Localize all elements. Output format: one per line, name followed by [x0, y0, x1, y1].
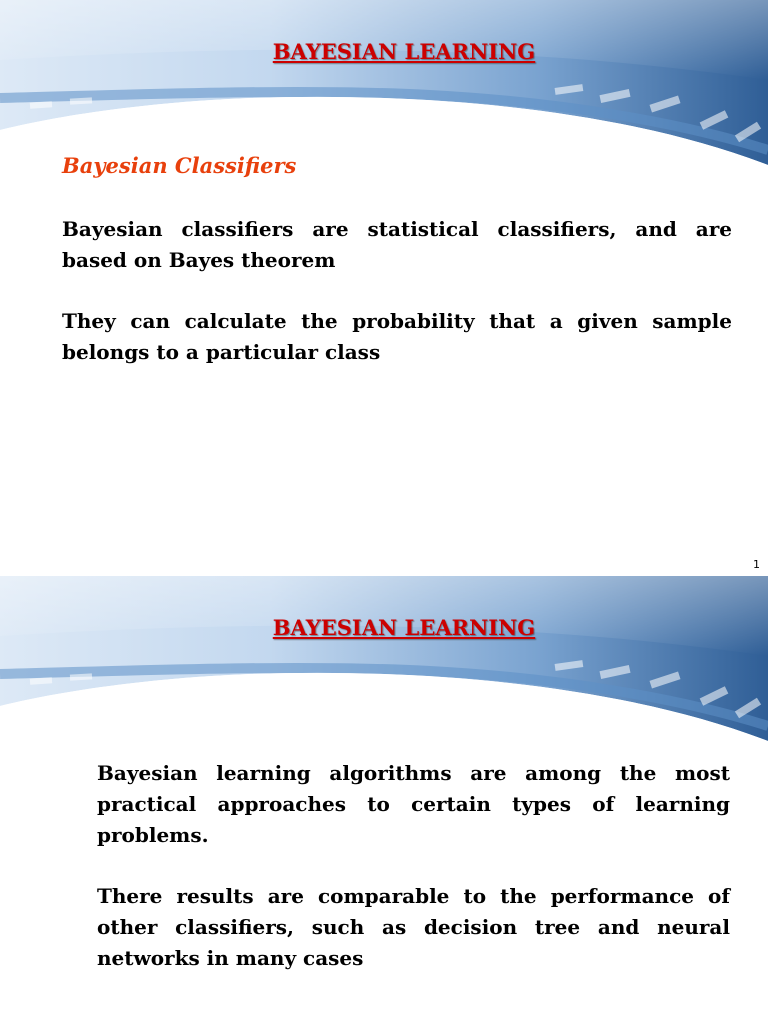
header-banner — [0, 576, 768, 776]
slide-title: BAYESIAN LEARNING — [272, 615, 536, 640]
slide-title: BAYESIAN LEARNING — [272, 39, 536, 64]
page-number: 1 — [753, 558, 760, 571]
slide-2 — [0, 576, 768, 1024]
slide-subtitle: Bayesian Classifiers — [62, 153, 297, 178]
paragraph: Bayesian classifiers are statistical classifiers, and are based on Bayes theorem — [62, 217, 732, 272]
paragraph: There results are comparable to the performance of other classifiers, such as decision tree and neural networks in many cases — [97, 884, 730, 970]
paragraph: Bayesian learning algorithms are among the most practical approaches to certain types of learning problems. — [97, 761, 730, 847]
paragraph: They can calculate the probability that a given sample belongs to a particular class — [62, 309, 732, 364]
